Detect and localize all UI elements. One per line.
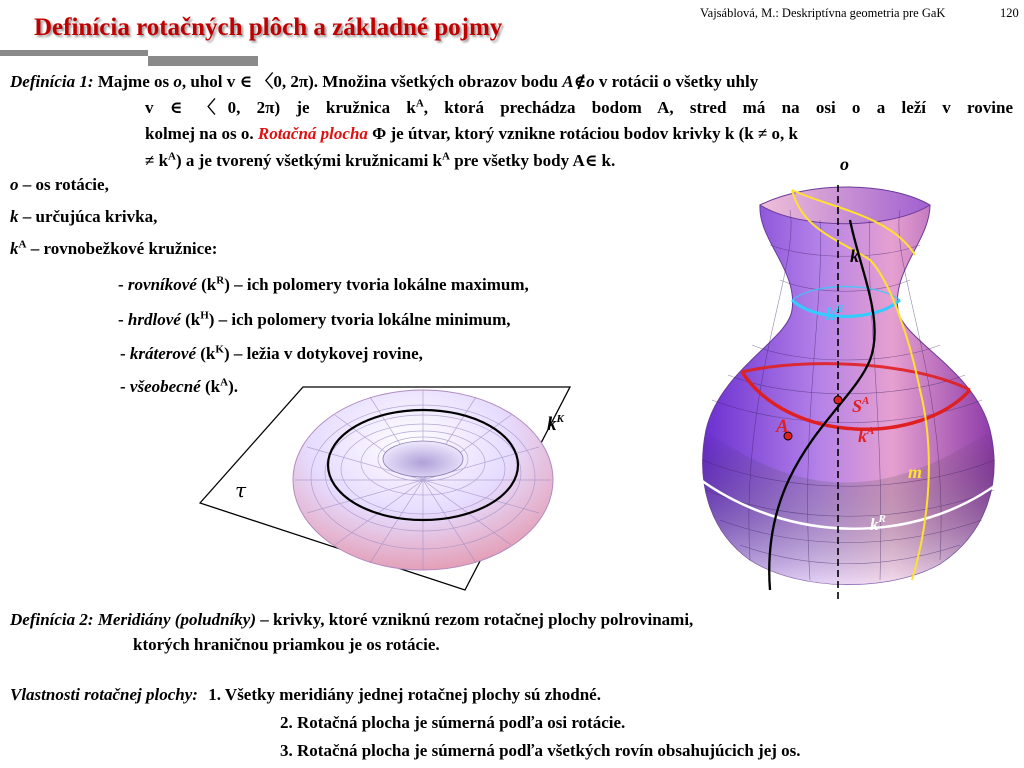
torus-figure	[195, 385, 580, 605]
title-underline-shadow	[148, 56, 258, 66]
term-axis: o – os rotácie,	[10, 175, 109, 194]
running-header: Vajsáblová, M.: Deskriptívna geometria pre GaK	[700, 6, 946, 20]
tau-label: τ	[235, 478, 247, 502]
definition-1-line-2: v ∈ 〈0, 2π) je kružnica $k^A$, ktorá prechádza bodom A, stred má na osi o a leží v rovine	[145, 97, 1013, 117]
term-curve: k – určujúca krivka,	[10, 207, 158, 226]
definition-2-line-1: Definícia 2: Meridiány (poludníky) – krivky, ktoré vzniknú rezom rotačnej plochy polrovinami,	[10, 610, 694, 629]
definition-2-label: Definícia 2: Meridiány (poludníky)	[10, 610, 257, 629]
A-label: A	[776, 416, 789, 437]
kH-label: $k^H$	[826, 303, 844, 324]
subterm-equator: - rovníkové $(k^R)$ – ich polomery tvoria lokálne maximum,	[118, 274, 529, 294]
meridian-label-m: m	[908, 462, 923, 482]
center-point-SA	[834, 396, 842, 404]
definition-1-line-4: ≠ $k^A$) a je tvorený všetkými kružnicami $k^A$ pre všetky body A∈ k.	[145, 150, 616, 170]
kA-label: $k^A$	[858, 425, 875, 446]
definition-1-line-3: kolmej na os o. Rotačná plocha Φ je útvar, ktorý vznikne rotáciou bodov krivky k (k ≠ o, k	[145, 124, 798, 143]
definition-2-line-2: ktorých hraničnou priamkou je os rotácie.	[133, 635, 440, 654]
torus-hole	[383, 441, 463, 477]
definition-1-line-1: Definícia 1: Majme os o, uhol v ∈ 〈0, 2π). Množina všetkých obrazov bodu A∉o v rotácii o všetky uhly	[10, 72, 759, 91]
kR-label: $k^R$	[870, 513, 886, 534]
title-underline	[0, 50, 148, 56]
SA-label: $S^A$	[852, 395, 870, 416]
properties-label: Vlastnosti rotačnej plochy:	[10, 685, 198, 704]
properties-line-1: Vlastnosti rotačnej plochy: 1. Všetky meridiány jednej rotačnej plochy sú zhodné.	[10, 685, 601, 704]
curve-label-k: k	[850, 246, 859, 266]
subterm-throat: - hrdlové $(k^H)$ – ich polomery tvoria lokálne minimum,	[118, 309, 511, 329]
page-title: Definícia rotačných plôch a základné pojmy	[34, 14, 503, 41]
kK-label: $k^K$	[547, 413, 564, 435]
term-parallel-circles: $k^A$ – rovnobežkové kružnice:	[10, 238, 218, 258]
rotational-surface-term: Rotačná plocha	[257, 124, 368, 143]
page-number: 120	[1000, 6, 1019, 20]
properties-item-3: 3. Rotačná plocha je súmerná podľa všetkých rovín obsahujúcich jej os.	[280, 741, 801, 760]
vase-figure	[690, 160, 1008, 610]
subterm-general: - všeobecné $(k^A)$.	[120, 376, 238, 396]
definition-1-label: Definícia 1:	[10, 72, 94, 91]
subterm-crater: - kráterové $(k^K)$ – ležia v dotykovej rovine,	[120, 343, 423, 363]
axis-label-o: o	[840, 160, 849, 174]
properties-item-2: 2. Rotačná plocha je súmerná podľa osi rotácie.	[280, 713, 626, 732]
